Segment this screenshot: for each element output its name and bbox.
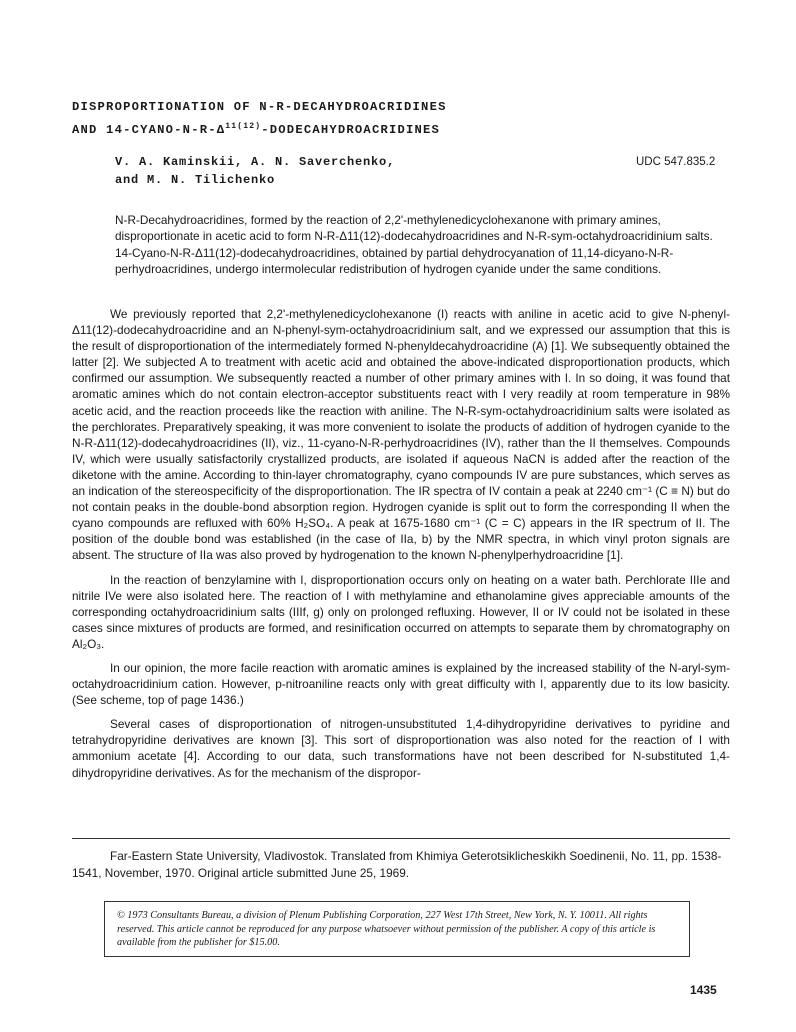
copyright-text: © 1973 Consultants Bureau, a division of Plenum Publishing Corporation, 227 West 17th Street, New York, N. Y. 10011. All rights reserved. This article cannot be reproduced for any purpose whatsoever without permission of the publisher. A copy of this article is available from the publisher for $15.00. [117, 910, 656, 949]
title-line-2-part-a: AND 14-CYANO-N-R-Δ [72, 123, 226, 137]
page-number: 1435 [690, 983, 717, 997]
title-line-1: DISPROPORTIONATION OF N-R-DECAHYDROACRIDINES [72, 100, 447, 114]
author-list [115, 153, 535, 189]
title-line-2-part-b: -DODECAHYDROACRIDINES [261, 123, 441, 137]
affiliation-note [72, 848, 732, 881]
body-paragraph-3: In our opinion, the more facile reaction with aromatic amines is explained by the increased stability of the N-aryl-sym-octahydroacridinium cation. However, p-nitroaniline reacts only with great difficulty with I, apparently due to its low basicity. (See scheme, top of page 1436.) [72, 660, 730, 708]
authors-line-2: and M. N. Tilichenko [115, 173, 276, 187]
article-body [72, 306, 730, 789]
title-superscript: 11(12) [225, 121, 262, 131]
article-title [72, 96, 732, 142]
abstract-text: N-R-Decahydroacridines, formed by the reaction of 2,2'-methylenedicyclohexanone with primary amines, disproportionate in acetic acid to form N-R-Δ11(12)-dodecahydroacridines and N-R-sym-octahydroacridinium salts. 14-Cyano-N-R-Δ11(12)-dodecahydroacridines, obtained by partial dehydrocyanation of 11,14-dicyano-N-R-perhydroacridines, undergo intermolecular redistribution of hydrogen cyanide under the same conditions. [115, 213, 713, 277]
udc-code: UDC 547.835.2 [636, 156, 716, 168]
affiliation-text: Far-Eastern State University, Vladivostok. Translated from Khimiya Geterotsiklicheskikh Soedinenii, No. 11, pp. 1538-1541, November, 1970. Original article submitted June 25, 1969. [72, 849, 722, 880]
abstract [115, 212, 715, 278]
authors-line-1: V. A. Kaminskii, A. N. Saverchenko, [115, 155, 396, 169]
body-paragraph-2: In the reaction of benzylamine with I, disproportionation occurs only on heating on a water bath. Perchlorate IIIe and nitrile IVe were also isolated here. The reaction of I with methylamine and ethanolamine gives appreciable amounts of the corresponding octahydroacridinium salts (IIIf, g) only on prolonged refluxing. However, II or IV could not be isolated in these cases since mixtures of products are formed, and resinification occurred on attempts to separate them by chromatography on Al₂O₃. [72, 572, 730, 651]
body-paragraph-1: We previously reported that 2,2'-methylenedicyclohexanone (I) reacts with aniline in acetic acid to give N-phenyl-Δ11(12)-dodecahydroacridine and an N-phenyl-sym-octahydroacridinium salt, and we expressed our assumption that this is the result of disproportionation of the intermediately formed N-phenyldecahydroacridine (A) [1]. We subsequently obtained the latter [2]. We subjected A to treatment with acetic acid and obtained the above-indicated disproportionation products, which confirmed our assumption. We subsequently reacted a number of other primary amines with I. In so doing, it was found that aromatic amines which do not contain electron-acceptor substituents react with I very readily at room temperature in 98% acetic acid, and the reaction proceeds like the reaction with aniline. The N-R-sym-octahydroacridinium salts were isolated as the perchlorates. Preparatively speaking, it was more convenient to isolate the products of addition of hydrogen cyanide to the N-R-Δ11(12)-dodecahydroacridines (II), viz., 11-cyano-N-R-perhydroacridines (IV), rather than the II themselves. Compounds IV, which were usually satisfactorily crystallized products, are isolated if aqueous NaCN is added after the reaction of the diketone with the amine. According to thin-layer chromatography, cyano compounds IV are pure substances, which serves as an indication of the stereospecificity of the disproportionation. The IR spectra of IV contain a peak at 2240 cm⁻¹ (C ≡ N) but do not contain peaks in the double-bond absorption region. Hydrogen cyanide is split out to form the corresponding II when the cyano compounds are refluxed with 60% H₂SO₄. A peak at 1675-1680 cm⁻¹ (C = C) appears in the IR spectrum of II. The position of the double bond was established (in the case of IIa, b) by the NMR spectra, in which vinyl proton signals are absent. The structure of IIa was also proved by hydrogenation to the known N-phenylperhydroacridine [1]. [72, 307, 730, 563]
copyright-box [104, 901, 690, 957]
footnote-divider [72, 838, 730, 839]
body-paragraph-4: Several cases of disproportionation of nitrogen-unsubstituted 1,4-dihydropyridine derivatives to pyridine and tetrahydropyridine derivatives are known [3]. This sort of disproportionation was also noted for the reaction of I with ammonium acetate [4]. According to our data, such transformations have not been described for N-substituted 1,4-dihydropyridine derivatives. As for the mechanism of the dispropor- [72, 717, 730, 780]
title-line-2 [72, 119, 732, 142]
